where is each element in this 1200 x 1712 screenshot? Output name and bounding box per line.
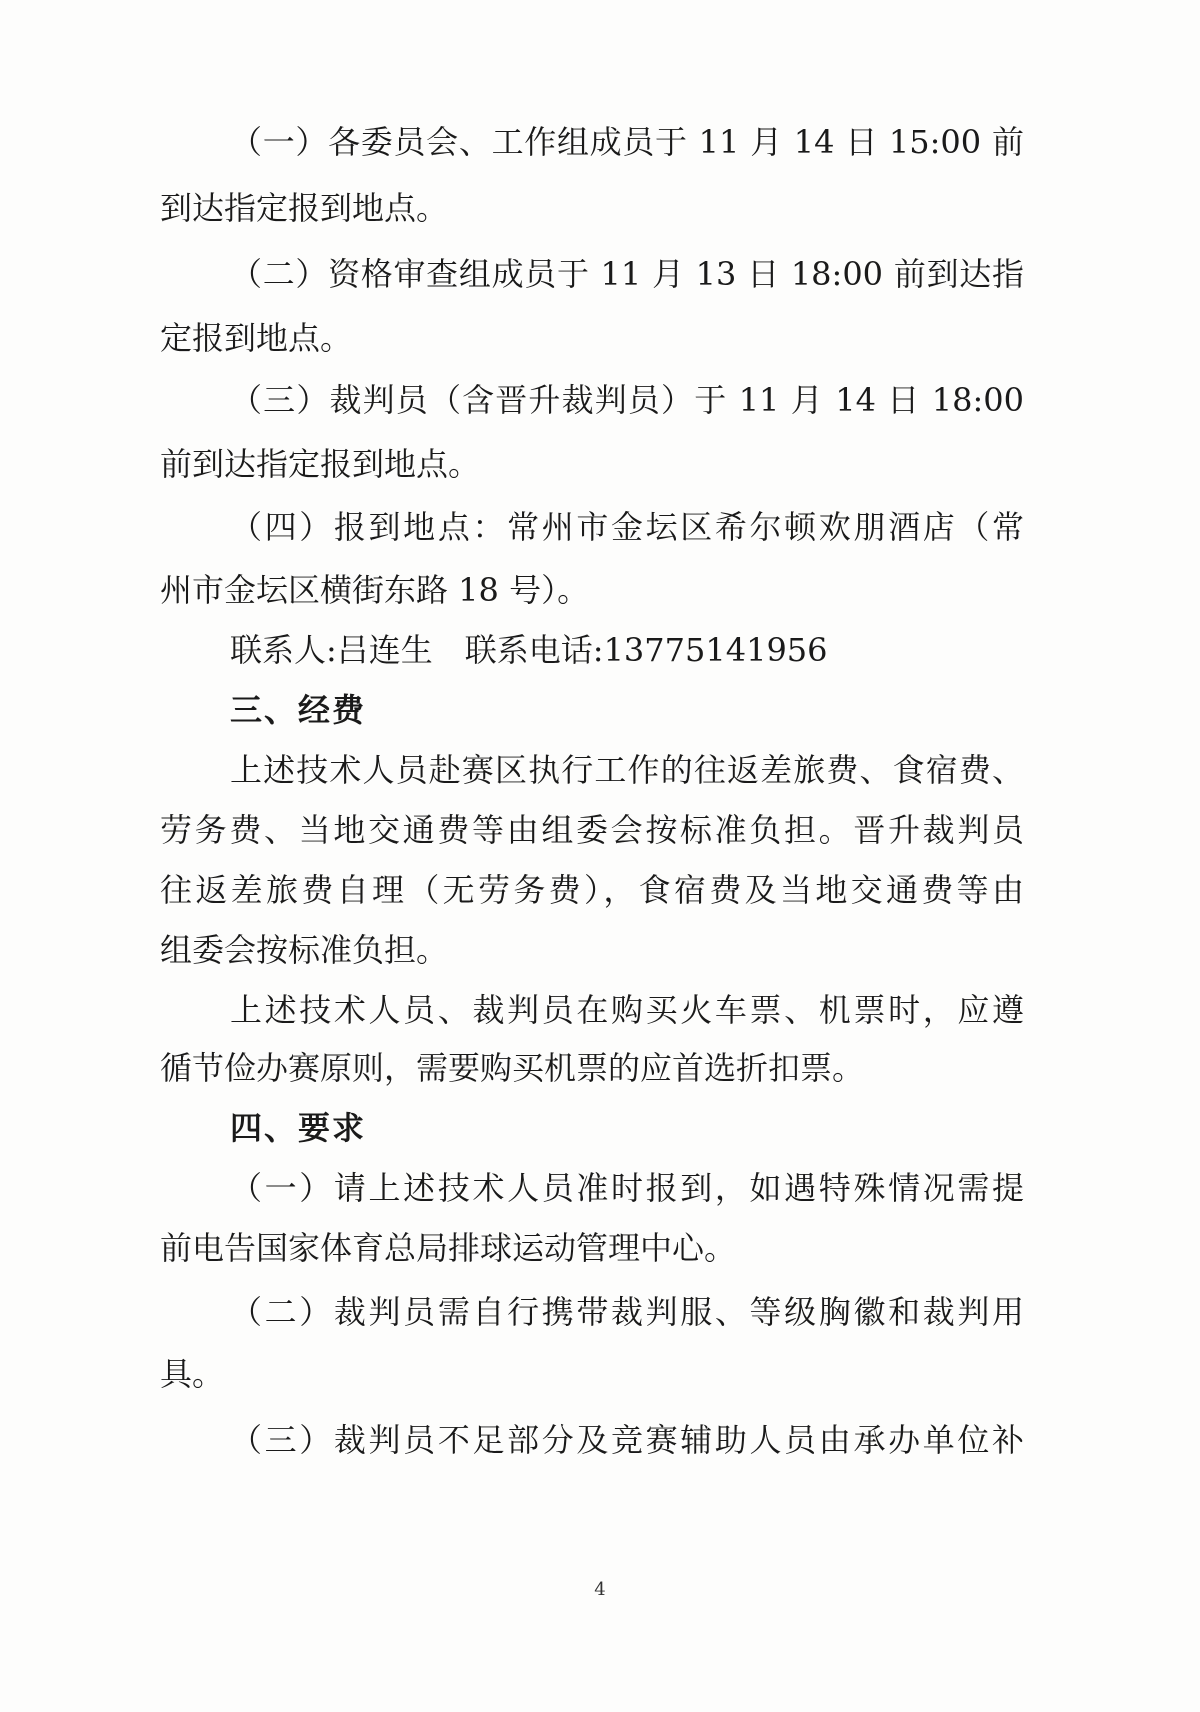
paragraph-requirement-2-line-2: 具。 — [160, 1355, 225, 1393]
paragraph-arrival-referees-line-1: （三）裁判员（含晋升裁判员）于 11 月 14 日 18:00 — [230, 381, 1024, 419]
paragraph-arrival-review-line-1: （二）资格审查组成员于 11 月 13 日 18:00 前到达指 — [230, 255, 1024, 293]
paragraph-arrival-review-line-2: 定报到地点。 — [160, 319, 353, 357]
paragraph-funding-line-2: 劳务费、当地交通费等由组委会按标准负担。晋升裁判员 — [160, 811, 1024, 849]
paragraph-arrival-committees-line-1: （一）各委员会、工作组成员于 11 月 14 日 15:00 前 — [230, 123, 1024, 161]
paragraph-requirement-2-line-1: （二）裁判员需自行携带裁判服、等级胸徽和裁判用 — [230, 1293, 1024, 1331]
paragraph-location-line-2: 州市金坛区横街东路 18 号）。 — [160, 571, 590, 609]
contact-line: 联系人:吕连生 联系电话:13775141956 — [230, 631, 828, 669]
paragraph-requirement-1-line-1: （一）请上述技术人员准时报到，如遇特殊情况需提 — [230, 1169, 1024, 1207]
section-heading-requirements: 四、要求 — [230, 1109, 367, 1147]
paragraph-requirement-3-line-1: （三）裁判员不足部分及竞赛辅助人员由承办单位补 — [230, 1421, 1024, 1459]
paragraph-location-line-1: （四）报到地点：常州市金坛区希尔顿欢朋酒店（常 — [230, 508, 1024, 546]
paragraph-arrival-referees-line-2: 前到达指定报到地点。 — [160, 445, 481, 483]
section-heading-funding: 三、经费 — [230, 691, 367, 729]
paragraph-funding-line-1: 上述技术人员赴赛区执行工作的往返差旅费、食宿费、 — [230, 751, 1024, 789]
paragraph-tickets-line-1: 上述技术人员、裁判员在购买火车票、机票时，应遵 — [230, 991, 1024, 1029]
page-number: 4 — [594, 1579, 606, 1600]
paragraph-funding-line-4: 组委会按标准负担。 — [160, 931, 449, 969]
paragraph-arrival-committees-line-2: 到达指定报到地点。 — [160, 189, 449, 227]
paragraph-funding-line-3: 往返差旅费自理（无劳务费），食宿费及当地交通费等由 — [160, 871, 1024, 909]
paragraph-requirement-1-line-2: 前电告国家体育总局排球运动管理中心。 — [160, 1229, 737, 1267]
paragraph-tickets-line-2: 循节俭办赛原则，需要购买机票的应首选折扣票。 — [160, 1049, 865, 1087]
